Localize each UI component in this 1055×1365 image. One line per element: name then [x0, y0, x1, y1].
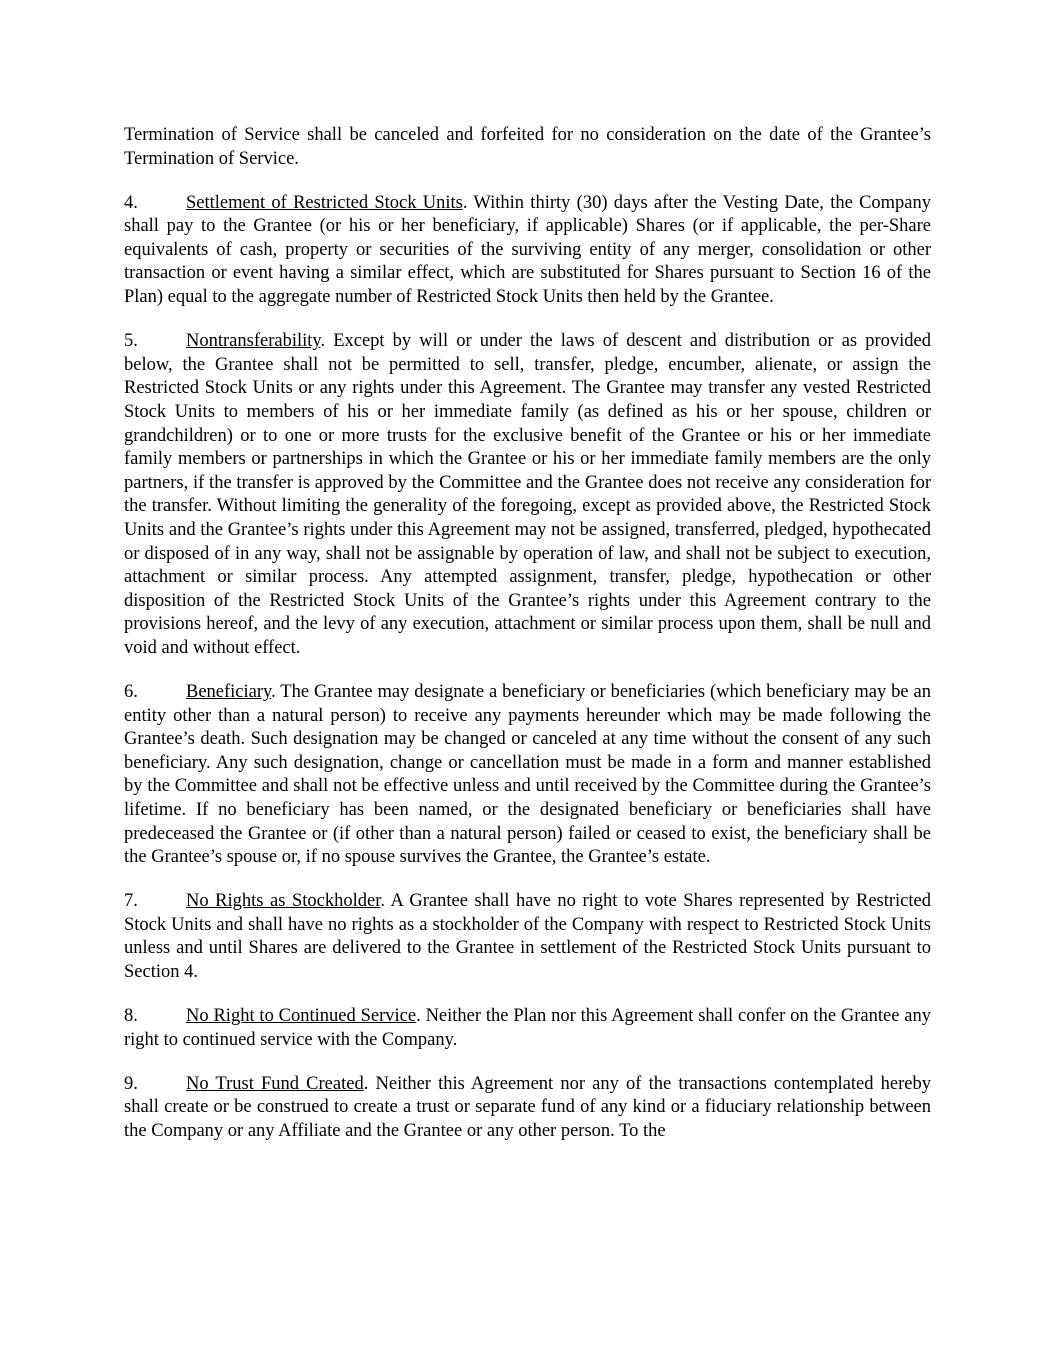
- section-heading: Beneficiary: [186, 681, 272, 702]
- section-number: 5.: [124, 331, 138, 352]
- section-number: 6.: [124, 681, 138, 702]
- section-heading: No Rights as Stockholder: [186, 891, 381, 912]
- intro-paragraph: Termination of Service shall be canceled and forfeited for no consideration on the date of the Grantee’s Termination of Service.: [124, 125, 931, 169]
- section-body: . Within thirty (30) days after the Vesting Date, the Company shall pay to the Grantee (or his or her beneficiary, if applicable) Shares (or if applicable, the per-Share equivalents of cash, property or securities of the surviving entity of any merger, consolidation or other transaction or event having a similar effect, which are substituted for Shares pursuant to Section 16 of the Plan) equal to the aggregate number of Restricted Stock Units then held by the Grantee.: [124, 192, 932, 308]
- section-body: . The Grantee may designate a beneficiary or beneficiaries (which beneficiary may be an entity other than a natural person) to receive any payments hereunder which may be made following the Grantee’s death. Such designation may be changed or canceled at any time without the consent of any such beneficiary. Any such designation, change or cancellation must be made in a form and manner established by the Committee and shall not be effective unless and until received by the Committee during the Grantee’s lifetime. If no beneficiary has been named, or the designated beneficiary or beneficiaries shall have predeceased the Grantee or (if other than a natural person) failed or ceased to exist, the beneficiary shall be the Grantee’s spouse or, if no spouse survives the Grantee, the Grantee’s estate.: [124, 681, 931, 868]
- section-body: . Except by will or under the laws of descent and distribution or as provided below, the Grantee shall not be permitted to sell, transfer, pledge, encumber, alienate, or assign the Restricted Stock Units or any rights under this Agreement. The Grantee may transfer any vested Restricted Stock Units to members of his or her immediate family (as defined as his or her spouse, children or grandchildren) or to one or more trusts for the exclusive benefit of the Grantee or his or her immediate family members or partnerships in which the Grantee or his or her immediate family members are the only partners, if the transfer is approved by the Committee and the Grantee does not receive any consideration for the transfer. Without limiting the generality of the foregoing, except as provided above, the Restricted Stock Units and the Grantee’s rights under this Agreement may not be assigned, transferred, pledged, hypothecated or disposed of in any way, shall not be assignable by operation of law, and shall not be subject to execution, attachment or similar process. Any attempted assignment, transfer, pledge, hypothecation or other disposition of the Restricted Stock Units of the Grantee’s rights under this Agreement contrary to the provisions hereof, and the levy of any execution, attachment or similar process upon them, shall be null and void and without effect.: [124, 331, 931, 658]
- section-6: [124, 681, 931, 870]
- section-body: . Neither this Agreement nor any of the transactions contemplated hereby shall create or be construed to create a trust or separate fund of any kind or a fiduciary relationship between the Company or any Affiliate and the Grantee or any other person. To the: [124, 1073, 931, 1141]
- section-body: . Neither the Plan nor this Agreement shall confer on the Grantee any right to continued service with the Company.: [124, 1006, 931, 1050]
- section-4: [124, 192, 931, 310]
- document-page: [124, 124, 931, 1164]
- section-body: . A Grantee shall have no right to vote Shares represented by Restricted Stock Units and shall have no rights as a stockholder of the Company with respect to Restricted Stock Units unless and until Shares are delivered to the Grantee in settlement of the Restricted Stock Units pursuant to Section 4.: [124, 891, 931, 982]
- section-number: 9.: [124, 1073, 138, 1094]
- section-heading: Nontransferability: [186, 331, 321, 352]
- section-8: [124, 1005, 931, 1052]
- section-7: [124, 890, 931, 984]
- section-heading: No Right to Continued Service: [186, 1006, 417, 1027]
- section-heading: Settlement of Restricted Stock Units: [186, 192, 463, 213]
- section-number: 8.: [124, 1006, 138, 1027]
- section-number: 4.: [124, 192, 138, 213]
- section-heading: No Trust Fund Created: [186, 1073, 364, 1094]
- section-9: [124, 1073, 931, 1144]
- section-5: [124, 330, 931, 660]
- section-number: 7.: [124, 891, 138, 912]
